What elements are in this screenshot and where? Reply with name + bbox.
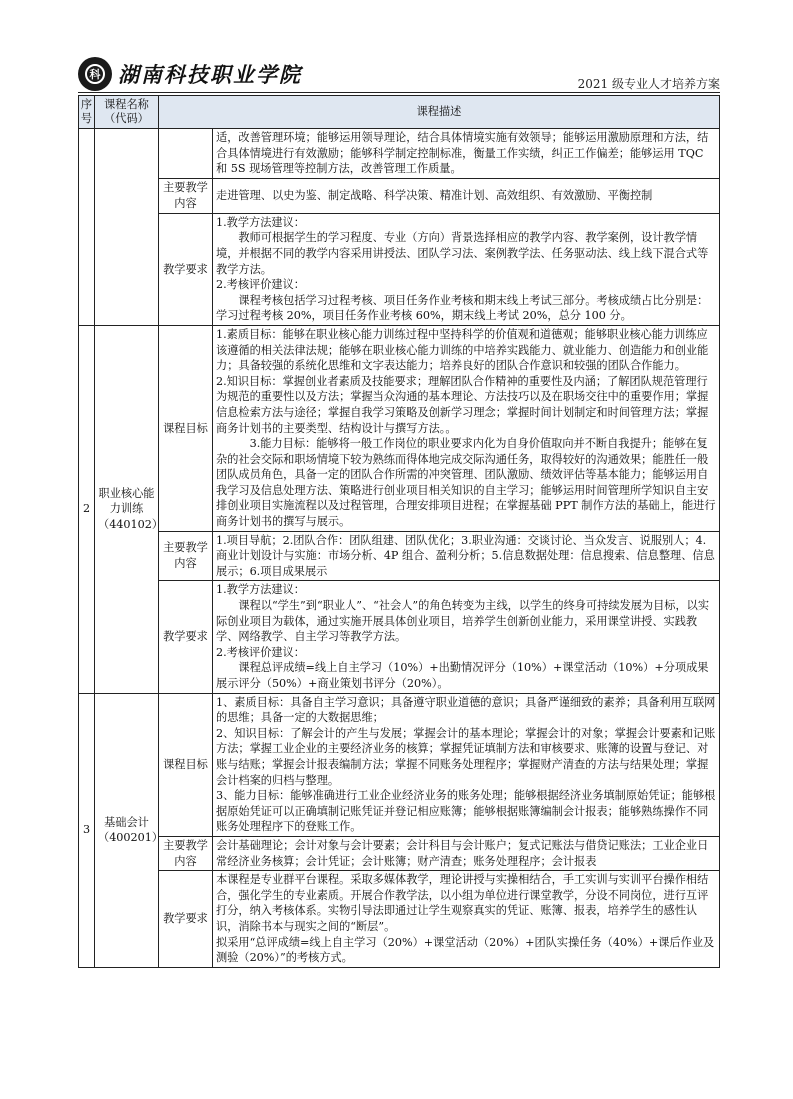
content-text: 走进管理、以史为鉴、制定战略、科学决策、精准计划、高效组织、有效激励、平衡控制: [213, 178, 720, 213]
course-name: 基础会计: [104, 815, 149, 829]
header-course-name: 课程名称（代码）: [95, 96, 159, 129]
row-name-empty: [95, 129, 159, 326]
table-row: [79, 871, 720, 968]
sub-label-empty: [159, 129, 213, 179]
content-text: 1.项目导航；2.团队合作：团队组建、团队优化；3.职业沟通：交谈讨论、当众发言、说服别人；4.商业计划设计与实施：市场分析、4P 组合、盈利分析；5.信息数据处理：信息搜索、信息整理、信息展示；6.项目成果展示: [213, 531, 720, 581]
table-row: [79, 213, 720, 325]
table-row: [79, 325, 720, 531]
row-no: 3: [79, 693, 95, 967]
course-name: 职业核心能力训练: [98, 486, 155, 516]
req-text: 1.教学方法建议： 教师可根据学生的学习程度、专业（方向）背景选择相应的教学内容、教学案例，设计教学情境，并根据不同的教学内容采用讲授法、团队学习法、案例教学法、任务驱动法、线上线下混合式等教学方法。 2.考核评价建议： 课程考核包括学习过程考核、项目任务作业考核和期末线上考试三部分。考核成绩占比分别是：学习过程考核 20%，项目任务作业考核 60%，期末线上考试 20%，总分 100 分。: [213, 213, 720, 325]
table-row: [79, 129, 720, 179]
table-row: [79, 836, 720, 870]
req-label: 教学要求: [159, 871, 213, 968]
req-text: 本课程是专业群平台课程。采取多媒体教学，理论讲授与实操相结合，手工实训与实训平台操作相结合，强化学生的专业素质。开展合作教学法，以小组为单位进行课堂教学，分设不同岗位，进行互评打分，纳入考核体系。实物引导法即通过让学生观察真实的凭证、账簿、报表，培养学生的感性认识，消除书本与现实之间的“断层”。 拟采用“总评成绩=线上自主学习（20%）+课堂活动（20%）+团队实操任务（40%）+课后作业及测验（20%）”的考核方式。: [213, 871, 720, 968]
content-label: 主要教学内容: [159, 531, 213, 581]
goal-label: 课程目标: [159, 693, 213, 836]
course-table: [78, 95, 720, 968]
req-label: 教学要求: [159, 581, 213, 693]
goal-label: 课程目标: [159, 325, 213, 531]
table-row: [79, 178, 720, 213]
row-no: 2: [79, 325, 95, 693]
course-name-cell: [95, 693, 164, 967]
page-header: [78, 55, 720, 93]
req-label: 教学要求: [159, 213, 213, 325]
table-row: [79, 581, 720, 693]
school-logo: [78, 57, 302, 91]
req-text: 1.教学方法建议： 课程以“学生”到“职业人”、“社会人”的角色转变为主线，以学生的终身可持续发展为目标，以实际创业项目为载体，通过实施开展具体创业项目，培养学生创新创业能力，采用课堂讲授、实践教学、网络教学、自主学习等教学方法。 2.考核评价建议： 课程总评成绩=线上自主学习（10%）+出勤情况评分（10%）+课堂活动（10%）+分项成果展示评分（50%）+商业策划书评分（20%）。: [213, 581, 720, 693]
content-label: 主要教学内容: [159, 178, 213, 213]
header-course-desc: 课程描述: [159, 96, 720, 129]
table-header-row: [79, 96, 720, 129]
content-label: 主要教学内容: [159, 836, 213, 870]
course-name-cell: [95, 325, 164, 693]
school-name-logo: 湖南科技职业学院: [118, 62, 302, 87]
header-no: 序号: [79, 96, 95, 129]
header-divider: [78, 92, 720, 93]
goal-continuation: 适，改善管理环境；能够运用领导理论，结合具体情境实施有效领导；能够运用激励原理和方法，结合具体情境进行有效激励；能够科学制定控制标准，衡量工作实绩，纠正工作偏差；能够运用 TQC 和 5S 现场管理等控制方法，改善管理工作质量。: [213, 129, 720, 179]
table-row: [79, 693, 720, 836]
plan-title: 2021 级专业人才培养方案: [577, 77, 720, 91]
row-no-empty: [79, 129, 95, 326]
goal-text: 1、素质目标：具备自主学习意识；具备遵守职业道德的意识；具备严谨细致的素养；具备利用互联网的思维；具备一定的大数据思维； 2、知识目标：了解会计的产生与发展；掌握会计的基本理论；掌握会计的对象；掌握会计要素和记账方法；掌握工业企业的主要经济业务的核算；掌握凭证填制方法和审核要求、账簿的设置与登记、对账与结账；掌握会计报表编制方法；掌握不同账务处理程序；掌握财产清查的方法与结果处理；掌握会计档案的归档与整理。 3、能力目标：能够准确进行工业企业经济业务的账务处理；能够根据经济业务填制原始凭证；能够根据原始凭证可以正确填制记账凭证并登记相应账簿；能够根据账簿编制会计报表；能够熟练操作不同账务处理程序下的登账工作。: [213, 693, 720, 836]
course-code: （440102）: [98, 518, 164, 532]
content-text: 会计基础理论；会计对象与会计要素；会计科目与会计账户；复式记账法与借贷记账法；工业企业日常经济业务核算；会计凭证；会计账簿；财产清查；账务处理程序；会计报表: [213, 836, 720, 870]
course-code: （400201）: [98, 831, 164, 845]
table-row: [79, 531, 720, 581]
goal-text: 1.素质目标：能够在职业核心能力训练过程中坚持科学的价值观和道德观；能够职业核心能力训练应该遵循的相关法律法规；能够在职业核心能力训练的中培养实践能力、就业能力、创造能力和创业能力；具备较强的系统化思维和文字表达能力；培养良好的团队合作意识和较强的团队合作能力。 2.知识目标：掌握创业者素质及技能要求；理解团队合作精神的重要性及内涵；了解团队规范管理行为规范的重要性以及方法；掌握当众沟通的基本理论、方法技巧以及在职场交往中的重要作用；掌握信息检索方法与途径；掌握自我学习策略及创新学习理念；掌握时间计划制定和时间管理方法；掌握商务计划书的主要类型、结构设计与撰写方法。。 3.能力目标：能够将一般工作岗位的职业要求内化为自身价值取向并不断自我提升；能够在复杂的社会交际和职场情境下较为熟练而得体地完成交际沟通任务，取得较好的沟通效果；能胜任一般团队成员角色，具备一定的团队合作所需的冲突管理、团队激励、绩效评估等基本能力；能够运用自我学习及信息处理方法、策略进行创业项目相关知识的自主学习；能够运用时间管理所学知识自主安排创业项目实施流程以及过程管理，合理安排项目进程；在掌握基础 PPT 制作方法的基础上，能进行商务计划书的撰写与展示。: [213, 325, 720, 531]
school-seal-icon: 科: [78, 57, 112, 91]
